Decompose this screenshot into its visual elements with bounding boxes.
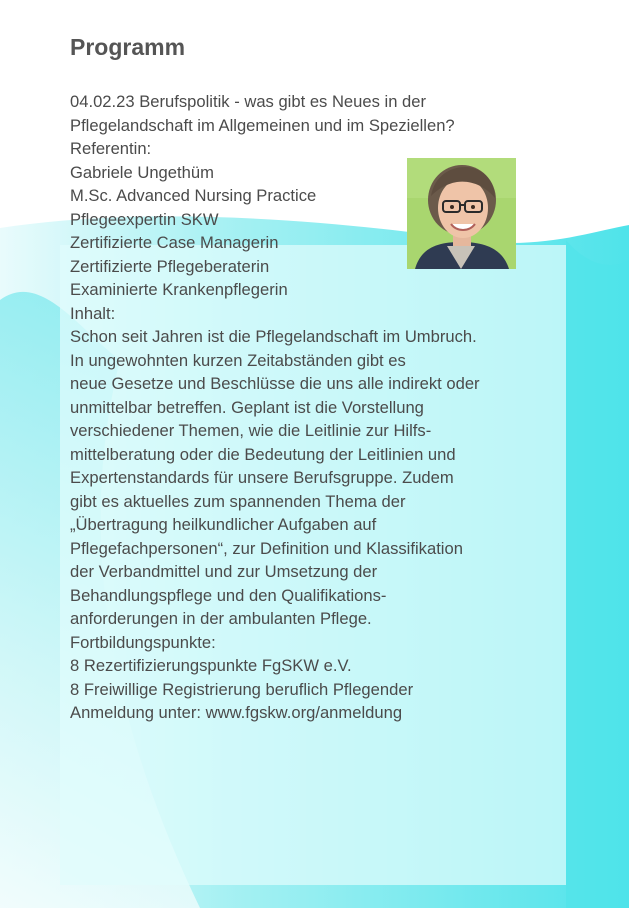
content-line: Schon seit Jahren ist die Pflegelandschaft im Umbruch.: [70, 327, 477, 346]
registration-section: [70, 701, 560, 725]
page-title: Programm: [70, 34, 186, 60]
content-line: In ungewohnten kurzen Zeitabständen gibt es: [70, 350, 406, 370]
event-headline-line: 04.02.23 Berufspolitik - was gibt es Neues in der: [70, 92, 427, 111]
credits-item: 8 Rezertifizierungspunkte FgSKW e.V.: [70, 656, 352, 675]
content-line: Behandlungspflege und den Qualifikations-: [70, 585, 387, 605]
content-line: Pflegefachpersonen“, zur Definition und Klassifikation: [70, 538, 463, 558]
content-line: der Verbandmittel und zur Umsetzung der: [70, 562, 378, 581]
speaker-credential: Zertifizierte Pflegeberaterin: [70, 256, 270, 276]
speaker-credential: Examinierte Krankenpflegerin: [70, 280, 288, 299]
speaker-credential: Pflegeexpertin SKW: [70, 209, 219, 229]
speaker-credential: M.Sc. Advanced Nursing Practice: [70, 186, 317, 205]
content-line: „Übertragung heilkundlicher Aufgaben auf: [70, 515, 377, 534]
content-line: gibt es aktuelles zum spannenden Thema der: [70, 491, 406, 511]
speaker-portrait: [407, 158, 516, 269]
content-section: [70, 302, 560, 631]
event-headline: [70, 90, 560, 137]
credits-heading: Fortbildungspunkte:: [70, 632, 216, 652]
credits-section: [70, 631, 560, 702]
registration-link[interactable]: Anmeldung unter: www.fgskw.org/anmeldung: [70, 703, 403, 722]
content-heading: Inhalt:: [70, 303, 116, 323]
content-line: mittelberatung oder die Bedeutung der Leitlinien und: [70, 444, 456, 464]
content-line: Expertenstandards für unsere Berufsgruppe. Zudem: [70, 468, 454, 487]
content-line: anforderungen in der ambulanten Pflege.: [70, 609, 372, 628]
speaker-heading: Referentin:: [70, 139, 152, 158]
speaker-name: Gabriele Ungethüm: [70, 162, 214, 182]
content-line: unmittelbar betreffen. Geplant ist die Vorstellung: [70, 397, 424, 417]
content-line: neue Gesetze und Beschlüsse die uns alle indirekt oder: [70, 374, 480, 393]
event-headline-line: Pflegelandschaft im Allgemeinen und im Speziellen?: [70, 115, 455, 135]
credits-item: 8 Freiwillige Registrierung beruflich Pflegender: [70, 679, 414, 699]
content-line: verschiedener Themen, wie die Leitlinie zur Hilfs-: [70, 421, 432, 440]
speaker-credential: Zertifizierte Case Managerin: [70, 233, 279, 252]
